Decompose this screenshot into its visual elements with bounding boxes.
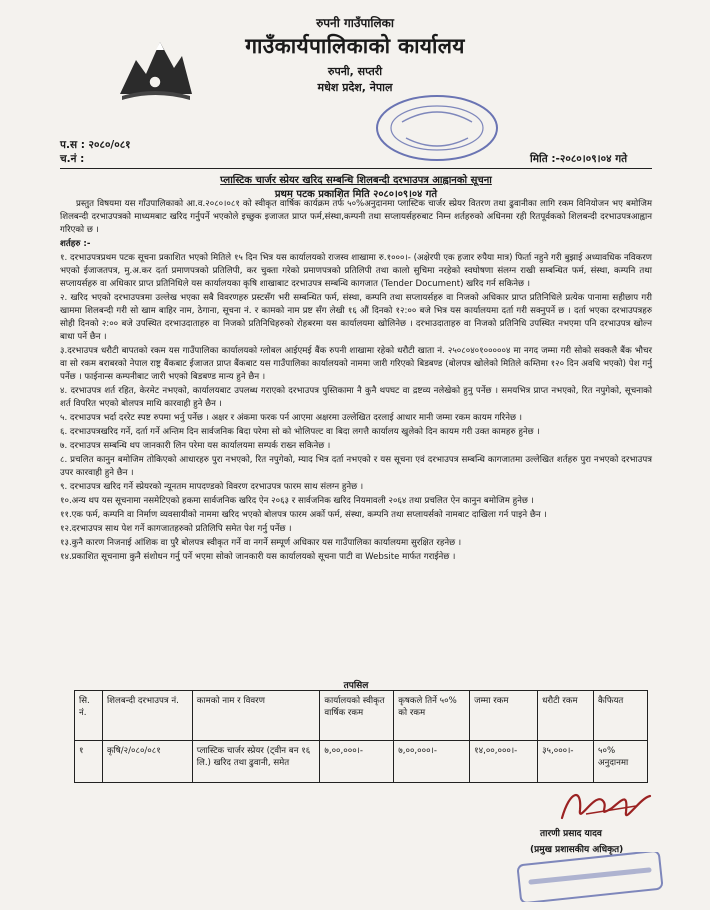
condition-item: ३.दरभाउपत्र धरौटी बापतको रकम यस गाउँपालिका कार्यालयको ग्लोबल आईएमई बैंक रुपनी शाखामा रहेको धरौटी खाता नं. २५०८०४०१०००००४ मा नगद जम्मा गरी सोको सक्कलै बैंक भौचर वा सो रकम बराबरको नेपाल राष्ट्र बैंकबाट ईजाजत प्राप्त बैंकबाट यस गाउँपालिका कार्यालयको नाममा जारी गरिएको बिडबण्ड (बोलपत्र खोलेको मितिले कम्तिमा १२० दिन अवधि भएको) पेश गर्नु पर्नेछ । फाईनान्स कम्पनीबाट जारी भएको बिडबण्ड मान्य हुने छैन । [60, 346, 652, 382]
condition-item: ७. दरभाउपत्र सम्बन्धि थप जानकारी लिन परेमा यस कार्यालयमा सम्पर्क राख्न सकिनेछ । [60, 441, 331, 451]
table-cell: ७,००,०००।- [394, 741, 470, 783]
signature-icon [556, 784, 656, 828]
condition-item: ४. दरभाउपत्र शर्त रहित, केरमेट नभएको, कार्यालयबाट उपलब्ध गराएको दरभाउपत्र पुस्तिकामा नै कुनै थपघट वा द्रष्टव्य नलेखेको हुनु पर्नेछ । समयभित्र प्राप्त नभएको, रित नपुगेको, सूचनाको शर्त विपरित भएको बोलपत्र माथि कारवाही हुने छैन । [60, 386, 652, 409]
office-stamp-icon [372, 92, 502, 164]
publication-date: प्रथम पटक प्रकाशित मिति २०८०।०९।०४ गते [274, 189, 438, 200]
conditions-label: शर्तहरु :- [60, 239, 91, 249]
signatory-name: तारणी प्रसाद यादव [540, 829, 602, 839]
column-header: कार्यालयको स्वीकृत वार्षिक रकम [320, 691, 394, 741]
office-place: रुपनी, सप्तरी [327, 65, 383, 78]
column-header: कृषकले तिर्ने ५०% को रकम [394, 691, 470, 741]
table-cell: १ [75, 741, 103, 783]
notice-date: मिति :-२०८०।०९।०४ गते [530, 153, 628, 165]
reference-number: प.स : २०८०/०८१ [60, 139, 131, 151]
office-title: गाउँकार्यपालिकाको कार्यालय [245, 34, 465, 58]
table-row [75, 741, 648, 783]
condition-item: ९. दरभाउपत्र खरिद गर्ने स्प्रेयरको न्यूनतम मापदण्डको विवरण दरभाउपत्र फारम साथ संलग्न हुनेछ । [60, 482, 364, 492]
table-caption: तपसिल [343, 681, 369, 691]
table-cell: ५०% अनुदानमा [594, 741, 648, 783]
notice-title: प्लास्टिक चार्जर स्प्रेयर खरिद सम्बन्धि शिलबन्दी दरभाउपत्र आह्वानको सूचना [220, 175, 492, 186]
column-header: कामको नाम र विवरण [192, 691, 320, 741]
table-cell: कृषि/२/०८०/०८१ [102, 741, 192, 783]
notice-body [60, 198, 652, 565]
table-header-row [75, 691, 648, 741]
condition-item: १३.कुनै कारण निजनाई आंशिक वा पुरै बोलपत्र स्वीकृत गर्ने वा नगर्ने सम्पूर्ण अधिकार यस गाउँपालिका कार्यालयमा सुरक्षित रहनेछ । [60, 538, 462, 548]
column-header: शिलबन्दी दरभाउपत्र नं. [102, 691, 192, 741]
table-cell: ३५,०००।- [538, 741, 594, 783]
condition-item: १०.अन्य थप यस सूचनामा नसमेटिएको हकमा सार्वजनिक खरिद ऐन २०६३ र सार्वजनिक खरिद नियमावली २०६४ तथा प्रचलित ऐन कानुन बमोजिम हुनेछ । [60, 496, 534, 506]
condition-item: ११.एक फर्म, कम्पनि वा निर्माण व्यवसायीको नाममा खरिद भएको बोलपत्र फारम अर्को फर्म, संस्था, कम्पनि तथा सप्लायर्सको नामबाट दाखिला गर्न पाइने छैन । [60, 510, 547, 520]
designation-seal-icon [515, 852, 665, 902]
intro-paragraph: प्रस्तुत विषयमा यस गाँउपालिकाको आ.व.२०८०।०८१ को स्वीकृत वार्षिक कार्यक्रम तर्फ ५०%अनुदानमा प्लास्टिक चार्जर स्प्रेयर वितरण तथा ढुवानीका लागि रकम विनियोजन भए बमोजिम शिलबन्दी दरभाउपत्रको माध्यमबाट खरिद गर्नुपर्ने भएकोले इच्छुक इजाजत प्राप्त फर्म,संस्था,कम्पनी तथा सप्लायर्सहरुबाट निम्न शर्तहरुको अधिनमा रही रितपूर्वकको शिलबन्दी दरभाउपत्रआह्वान गरिएको छ । [60, 199, 652, 235]
condition-item: ८. प्रचलित कानुन बमोजिम तोकिएको आधारहरु पुरा नभएको, रित नपुगेको, म्याद भित्र दर्ता नभएको र यस सूचना एवं दरभाउपत्र सम्बन्धि कागजातमा उल्लेखित शर्तहरु पुरा नभएको दरभाउपत्र उपर कारवाही हुने छैन । [60, 455, 652, 478]
column-header: धरौटी रकम [538, 691, 594, 741]
signatory-title: (प्रमुख प्रशासकीय अधिकृत) [530, 845, 624, 855]
table-cell: १४,००,०००।- [470, 741, 538, 783]
table-cell: प्लास्टिक चार्जर स्प्रेयर (ट्वीन बन १६ लि.) खरिद तथा ढुवानी, समेत [192, 741, 320, 783]
condition-item: १२.दरभाउपत्र साथ पेश गर्ने कागजातहरुको प्रतिलिपि समेत पेश गर्नु पर्नेछ । [60, 524, 292, 534]
column-header: कैफियत [594, 691, 648, 741]
condition-item: २. खरिद भएको दरभाउपत्रमा उल्लेख भएका सबै विवरणहरु प्रस्टसँग भरी सम्बन्धित फर्म, संस्था, कम्पनि तथा सप्लायर्सहरु वा निजको अधिकार प्राप्त प्रतिनिधिले प्रत्येक पानामा सहीछाप गरी खाममा शिलबन्दी गरी सो खाम बाहिर नाम, ठेगाना, सूचना नं. र कामको नाम प्रष्ट सँग लेखी १६ औं दिनको १२:०० बजे भित्र यस कार्यालयमा दर्ता गरी सक्नुपर्ने छ । दर्ता भएका दरभाउपत्रहरु सोही दिनको २:०० बजे उपस्थित दरभाउदाताहरु वा निजको प्रतिनिधिहरुको रोहबरमा यस कार्यालयमा खोलिनेछ । दरभाउदाताहरु वा निजको प्रतिनिधि उपस्थित नभएमा पनि दरभाउपत्र खोल्न बाधा पर्ने छैन । [60, 293, 652, 342]
condition-item: १. दरभाउपत्रप्रथम पटक सूचना प्रकाशित भएको मितिले १५ दिन भित्र यस कार्यालयको राजस्व शाखामा रु.१०००।- (अक्षेरपी एक हजार रुपैया मात्र) फिर्ता नहुने गरी बुझाई अध्यावधिक नविकरण भएको ईजाजतपत्र, मु.अ.कर दर्ता प्रमाणपत्रको प्रतिलिपी, कर चुक्ता गरेको प्रमाणपत्रको प्रतिलिपी तथा कालो सुचिमा नरहेको स्वघोषणा संलग्न राखी सम्बन्धित फर्म, संस्था, कम्पनि तथा सप्लायर्सहरु वा अधिकार प्राप्त प्रतिनिधिले यस कार्यालयका कृषि शाखाबाट दरभाउपत्र सम्बन्धि कागजात (Tender Document) खरिद गर्न सकिनेछ । [60, 253, 652, 289]
column-header: जम्मा रकम [470, 691, 538, 741]
office-province: मधेश प्रदेश, नेपाल [317, 81, 393, 94]
condition-item: १४.प्रकाशित सूचनामा कुनै संशोधन गर्नु पर्ने भएमा सोको जानकारी यस कार्यालयको सूचना पाटी वा Website मार्फत गराईनेछ । [60, 552, 456, 562]
municipality-name: रुपनी गाउँपालिका [316, 16, 394, 30]
column-header: सि. नं. [75, 691, 103, 741]
table-cell: ७,००,०००।- [320, 741, 394, 783]
condition-item: ५. दरभाउपत्र भर्दा दररेट स्पष्ट रुपमा भर्नु पर्नेछ । अक्षर र अंकमा फरक पर्न आएमा अक्षरमा उल्लेखित दरलाई आधार मानी जम्मा रकम कायम गरिनेछ । [60, 413, 522, 423]
dispatch-number: च.नं : [60, 153, 85, 165]
condition-item: ६. दरभाउपत्रखरिद गर्ने, दर्ता गर्ने अन्तिम दिन सार्वजनिक बिदा परेमा सो को भोलिपल्ट वा बिदा लगत्तै कार्यालय खुलेको दिन कायम गरी उक्त कामहरु हुनेछ । [60, 427, 540, 437]
bid-details-table [74, 690, 648, 783]
header-divider [60, 168, 652, 169]
